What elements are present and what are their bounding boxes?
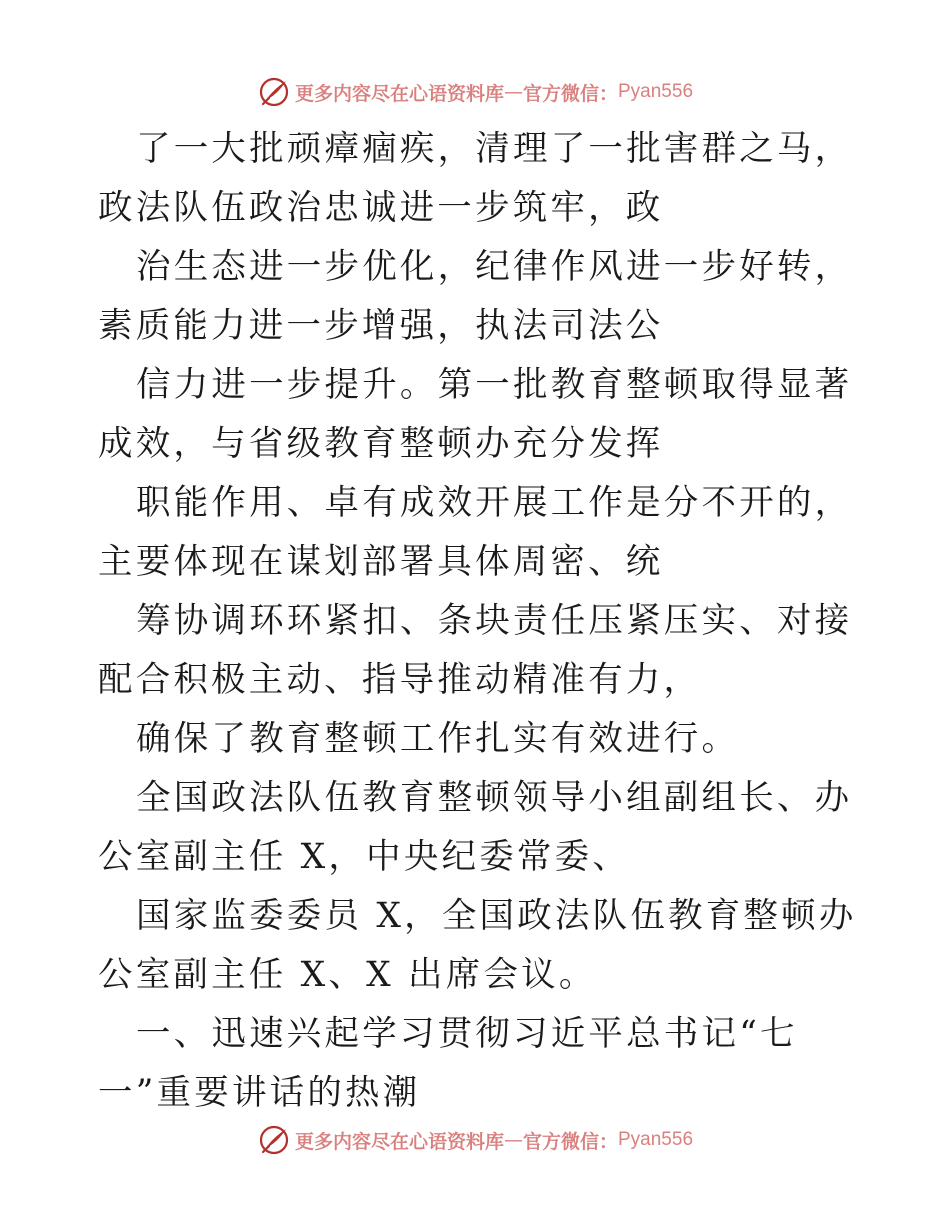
paragraph-line: 队伍政治忠诚进一步筑牢，政 xyxy=(173,188,664,228)
watermark-brand-text: 更多内容尽在心语资料库 xyxy=(294,1130,504,1153)
paragraph xyxy=(98,1005,858,1123)
paragraph-line: 副主任 X，中央纪委常委、 xyxy=(173,837,631,877)
paragraph-line: 体现在谋划部署具体周密、统 xyxy=(173,542,664,582)
paragraph-line: 全国政法队伍教育整顿领导小组副组长、办公室 xyxy=(98,778,853,877)
paragraph xyxy=(98,474,858,592)
paragraph xyxy=(98,356,858,474)
feather-pen-logo-icon xyxy=(257,75,291,109)
paragraph-line: 国家监委委员 X，全国政法队伍教育整顿办公室 xyxy=(98,896,857,995)
watermark-wechat-id: Pyan556 xyxy=(618,81,694,102)
feather-pen-logo-icon xyxy=(257,1123,291,1157)
watermark-separator: — xyxy=(503,1129,523,1151)
paragraph-line: 了一大批顽瘴痼疾，清理了一批害群之马，政法 xyxy=(98,129,853,228)
paragraph-line: 副主任 X、X 出席会议。 xyxy=(173,955,597,995)
footer-watermark xyxy=(0,1120,950,1160)
paragraph-line: 治生态进一步优化，纪律作风进一步好转，素质 xyxy=(98,247,853,346)
paragraph xyxy=(98,769,858,887)
paragraph xyxy=(98,710,858,769)
paragraph xyxy=(98,887,858,1005)
paragraph-line: 信力进一步提升。第一批教育整顿取得显著成 xyxy=(98,365,853,464)
paragraph-line: 确保了教育整顿工作扎实有效进行。 xyxy=(136,719,740,759)
watermark-wechat-label: 官方微信： xyxy=(522,1130,618,1153)
document-body xyxy=(98,120,858,1123)
paragraph xyxy=(98,592,858,710)
paragraph-line: 效，与省级教育整顿办充分发挥 xyxy=(135,424,664,464)
paragraph-line: 职能作用、卓有成效开展工作是分不开的，主要 xyxy=(98,483,853,582)
watermark-wechat-label: 官方微信： xyxy=(522,82,618,105)
paragraph-line: 能力进一步增强，执法司法公 xyxy=(173,306,664,346)
watermark-separator: — xyxy=(503,81,523,103)
paragraph xyxy=(98,120,858,238)
paragraph xyxy=(98,238,858,356)
paragraph-line: 一、迅速兴起学习贯彻习近平总书记“七一”重 xyxy=(98,1014,798,1113)
watermark-brand-text: 更多内容尽在心语资料库 xyxy=(294,82,504,105)
watermark-wechat-id: Pyan556 xyxy=(618,1129,694,1150)
paragraph-line: 积极主动、指导推动精准有力， xyxy=(173,660,702,700)
header-watermark xyxy=(0,72,950,112)
paragraph-line: 要讲话的热潮 xyxy=(194,1073,421,1113)
paragraph-line: 筹协调环环紧扣、条块责任压紧压实、对接配合 xyxy=(98,601,853,700)
